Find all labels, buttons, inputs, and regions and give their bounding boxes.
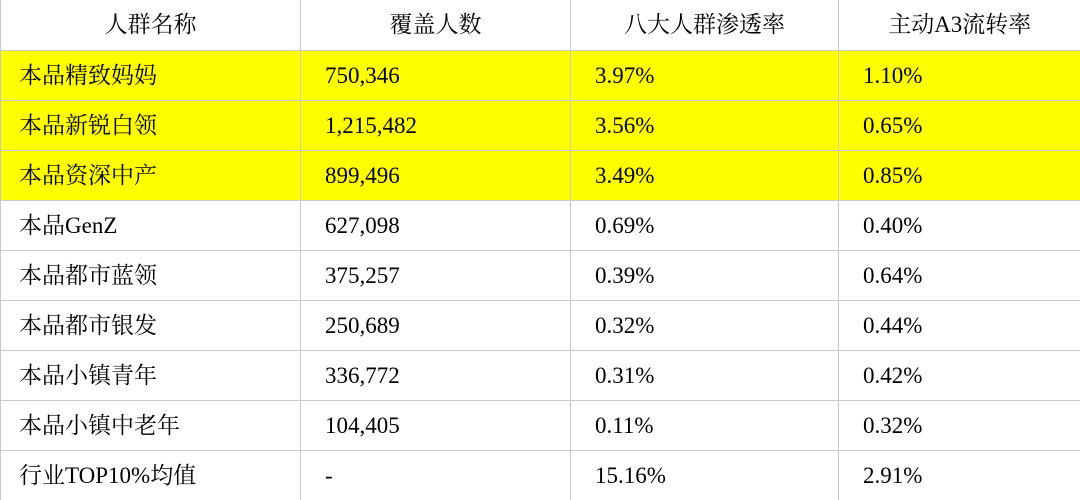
cell-penetration: 15.16% <box>571 451 839 500</box>
cell-reach: - <box>301 451 571 500</box>
cell-reach: 375,257 <box>301 251 571 301</box>
table-row <box>1 51 1080 101</box>
cell-crowd-name: 行业TOP10%均值 <box>1 451 301 500</box>
cell-penetration: 3.56% <box>571 101 839 151</box>
cell-crowd-name: 本品资深中产 <box>1 151 301 201</box>
cell-a3-rate: 0.44% <box>839 301 1080 351</box>
cell-reach: 104,405 <box>301 401 571 451</box>
table-row <box>1 301 1080 351</box>
column-header-name: 人群名称 <box>1 0 301 51</box>
cell-a3-rate: 1.10% <box>839 51 1080 101</box>
cell-crowd-name: 本品都市蓝领 <box>1 251 301 301</box>
table-row <box>1 401 1080 451</box>
cell-a3-rate: 2.91% <box>839 451 1080 500</box>
cell-a3-rate: 0.42% <box>839 351 1080 401</box>
cell-a3-rate: 0.40% <box>839 201 1080 251</box>
cell-penetration: 3.49% <box>571 151 839 201</box>
table-header-row <box>1 0 1080 51</box>
cell-penetration: 0.39% <box>571 251 839 301</box>
cell-a3-rate: 0.32% <box>839 401 1080 451</box>
cell-crowd-name: 本品新锐白领 <box>1 101 301 151</box>
cell-reach: 750,346 <box>301 51 571 101</box>
table-row <box>1 451 1080 500</box>
cell-a3-rate: 0.64% <box>839 251 1080 301</box>
cell-penetration: 3.97% <box>571 51 839 101</box>
cell-crowd-name: 本品小镇中老年 <box>1 401 301 451</box>
table-row <box>1 101 1080 151</box>
column-header-penetration: 八大人群渗透率 <box>571 0 839 51</box>
cell-crowd-name: 本品都市银发 <box>1 301 301 351</box>
table-row <box>1 251 1080 301</box>
cell-reach: 627,098 <box>301 201 571 251</box>
cell-reach: 250,689 <box>301 301 571 351</box>
table-row <box>1 351 1080 401</box>
table-row <box>1 201 1080 251</box>
cell-penetration: 0.31% <box>571 351 839 401</box>
cell-crowd-name: 本品小镇青年 <box>1 351 301 401</box>
cell-a3-rate: 0.65% <box>839 101 1080 151</box>
table-row <box>1 151 1080 201</box>
cell-penetration: 0.32% <box>571 301 839 351</box>
cell-a3-rate: 0.85% <box>839 151 1080 201</box>
column-header-a3-rate: 主动A3流转率 <box>839 0 1080 51</box>
cell-penetration: 0.69% <box>571 201 839 251</box>
cell-penetration: 0.11% <box>571 401 839 451</box>
cell-reach: 336,772 <box>301 351 571 401</box>
column-header-reach: 覆盖人数 <box>301 0 571 51</box>
cell-crowd-name: 本品精致妈妈 <box>1 51 301 101</box>
cell-reach: 1,215,482 <box>301 101 571 151</box>
cell-reach: 899,496 <box>301 151 571 201</box>
cell-crowd-name: 本品GenZ <box>1 201 301 251</box>
